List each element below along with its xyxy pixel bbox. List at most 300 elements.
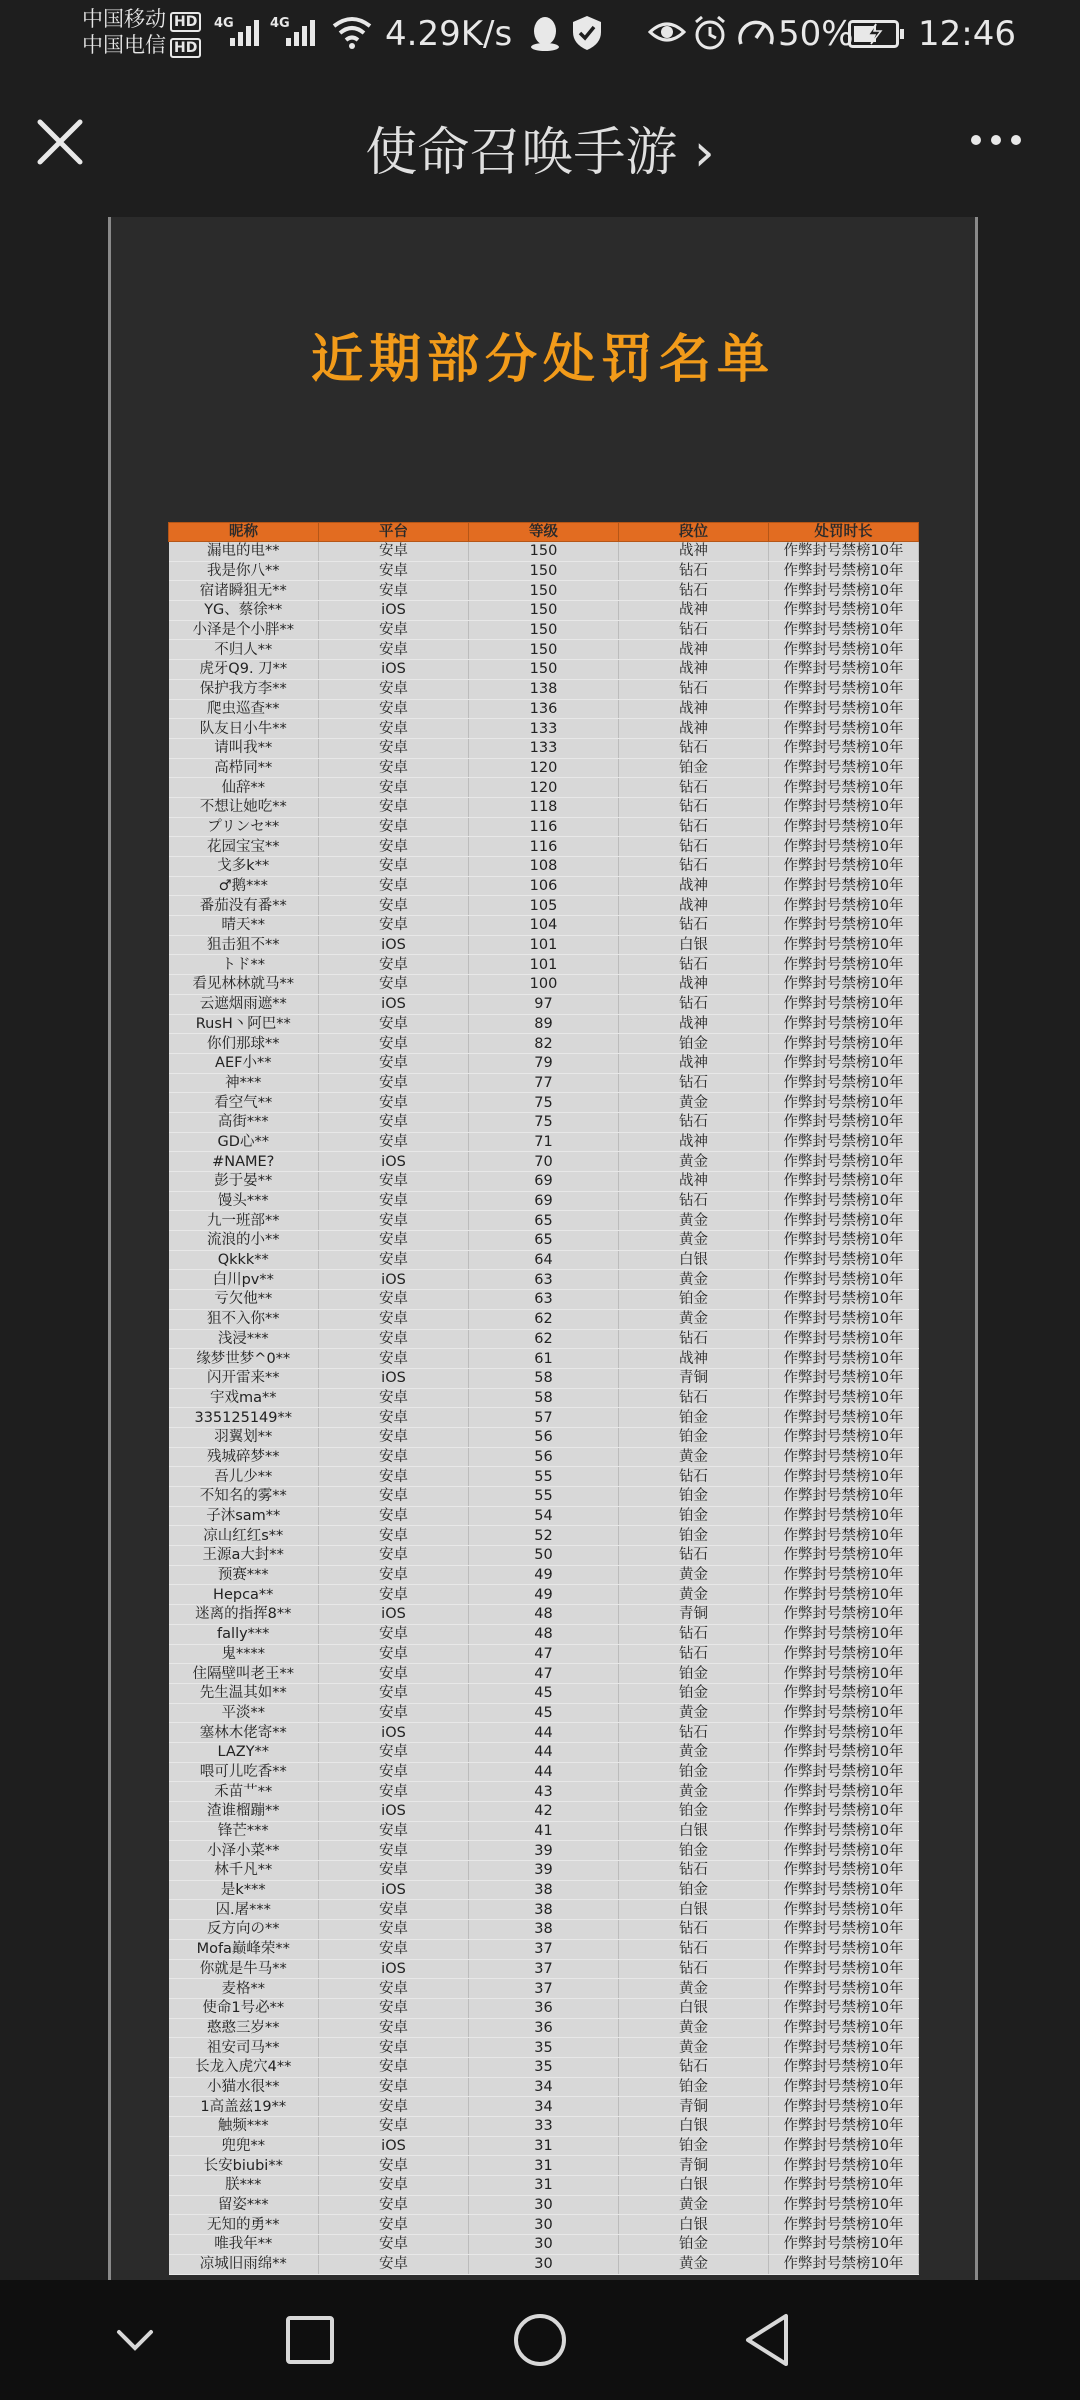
- cell-platform: 安卓: [319, 561, 469, 581]
- page-title[interactable]: 使命召唤手游 ›: [365, 123, 715, 183]
- cell-nickname: ♂鹅***: [169, 876, 319, 896]
- cell-platform: 安卓: [319, 1112, 469, 1132]
- cell-level: 47: [469, 1644, 619, 1664]
- punishment-heading: 近期部分处罚名单: [310, 330, 775, 390]
- shield-icon: [570, 14, 604, 52]
- cell-rank: 白银: [619, 2176, 769, 2196]
- cell-level: 37: [469, 1939, 619, 1959]
- cell-rank: 铂金: [619, 1880, 769, 1900]
- cell-platform: 安卓: [319, 1821, 469, 1841]
- network-speed: 4.29K/s: [385, 14, 513, 54]
- table-row: [169, 1664, 919, 1684]
- cell-level: 101: [469, 955, 619, 975]
- cell-penalty: 作弊封号禁榜10年: [769, 1309, 919, 1329]
- cell-level: 42: [469, 1802, 619, 1822]
- cell-platform: 安卓: [319, 778, 469, 798]
- cell-rank: 黄金: [619, 1231, 769, 1251]
- cell-rank: 铂金: [619, 1762, 769, 1782]
- cell-platform: 安卓: [319, 1093, 469, 1113]
- cell-platform: 安卓: [319, 1920, 469, 1940]
- cell-rank: 白银: [619, 935, 769, 955]
- cell-rank: 钻石: [619, 1644, 769, 1664]
- cell-nickname: 羽翼划**: [169, 1427, 319, 1447]
- cell-nickname: 使命1号必**: [169, 1998, 319, 2018]
- cell-rank: 钻石: [619, 679, 769, 699]
- table-row: [169, 1802, 919, 1822]
- cell-penalty: 作弊封号禁榜10年: [769, 1093, 919, 1113]
- cell-penalty: 作弊封号禁榜10年: [769, 1073, 919, 1093]
- cell-nickname: 番茄没有番**: [169, 896, 319, 916]
- cell-nickname: 残城碎梦**: [169, 1447, 319, 1467]
- table-row: [169, 1034, 919, 1054]
- cell-platform: 安卓: [319, 738, 469, 758]
- table-row: [169, 1073, 919, 1093]
- cell-nickname: 流浪的小**: [169, 1231, 319, 1251]
- cell-penalty: 作弊封号禁榜10年: [769, 1605, 919, 1625]
- table-row: [169, 679, 919, 699]
- cell-nickname: 看空气**: [169, 1093, 319, 1113]
- column-header-platform: 平台: [319, 523, 469, 542]
- cell-platform: 安卓: [319, 1841, 469, 1861]
- cell-nickname: 反方向の**: [169, 1920, 319, 1940]
- cell-platform: 安卓: [319, 640, 469, 660]
- cell-platform: 安卓: [319, 1900, 469, 1920]
- cell-rank: 钻石: [619, 916, 769, 936]
- cell-rank: 钻石: [619, 1920, 769, 1940]
- cell-platform: 安卓: [319, 1349, 469, 1369]
- cell-platform: 安卓: [319, 1861, 469, 1881]
- cell-penalty: 作弊封号禁榜10年: [769, 2215, 919, 2235]
- cell-penalty: 作弊封号禁榜10年: [769, 797, 919, 817]
- cell-penalty: 作弊封号禁榜10年: [769, 2254, 919, 2274]
- column-header-rank: 段位: [619, 523, 769, 542]
- cell-penalty: 作弊封号禁榜10年: [769, 2057, 919, 2077]
- cell-rank: 钻石: [619, 1112, 769, 1132]
- cell-nickname: 是k***: [169, 1880, 319, 1900]
- cell-nickname: 高街***: [169, 1112, 319, 1132]
- cell-platform: 安卓: [319, 1211, 469, 1231]
- cell-platform: 安卓: [319, 1742, 469, 1762]
- table-row: [169, 1152, 919, 1172]
- cell-nickname: 唯我年**: [169, 2235, 319, 2255]
- cell-platform: 安卓: [319, 955, 469, 975]
- cell-level: 120: [469, 778, 619, 798]
- more-options-icon[interactable]: [968, 130, 1024, 150]
- cell-level: 69: [469, 1191, 619, 1211]
- cell-rank: 钻石: [619, 561, 769, 581]
- cell-platform: iOS: [319, 1368, 469, 1388]
- table-row: [169, 2136, 919, 2156]
- cell-level: 49: [469, 1565, 619, 1585]
- carrier-2: 中国电信: [82, 33, 166, 57]
- cell-nickname: 塞林木佬寄**: [169, 1723, 319, 1743]
- cell-nickname: 不归人**: [169, 640, 319, 660]
- cell-level: 48: [469, 1624, 619, 1644]
- cell-platform: 安卓: [319, 857, 469, 877]
- table-row: [169, 955, 919, 975]
- cell-rank: 青铜: [619, 2097, 769, 2117]
- cell-nickname: 闪开雷来**: [169, 1368, 319, 1388]
- table-row: [169, 581, 919, 601]
- cell-level: 50: [469, 1546, 619, 1566]
- cell-rank: 白银: [619, 2117, 769, 2137]
- cell-level: 45: [469, 1703, 619, 1723]
- cell-platform: 安卓: [319, 2057, 469, 2077]
- cell-level: 31: [469, 2136, 619, 2156]
- cell-platform: 安卓: [319, 837, 469, 857]
- qq-icon: [528, 14, 562, 52]
- cell-nickname: RusH丶阿巴**: [169, 1014, 319, 1034]
- cell-nickname: 晴天**: [169, 916, 319, 936]
- cell-level: 150: [469, 660, 619, 680]
- cell-penalty: 作弊封号禁榜10年: [769, 2117, 919, 2137]
- cell-platform: 安卓: [319, 1427, 469, 1447]
- network-type-label: 4G: [214, 16, 234, 31]
- cell-platform: 安卓: [319, 1014, 469, 1034]
- cell-rank: 铂金: [619, 1408, 769, 1428]
- cell-nickname: 亏欠他**: [169, 1290, 319, 1310]
- cell-penalty: 作弊封号禁榜10年: [769, 1782, 919, 1802]
- cell-platform: 安卓: [319, 797, 469, 817]
- cell-level: 63: [469, 1270, 619, 1290]
- cell-nickname: 先生温其如**: [169, 1683, 319, 1703]
- table-row: [169, 660, 919, 680]
- eye-icon: [648, 14, 686, 50]
- cell-level: 56: [469, 1427, 619, 1447]
- cell-platform: 安卓: [319, 1231, 469, 1251]
- cell-platform: 安卓: [319, 1191, 469, 1211]
- cell-level: 116: [469, 837, 619, 857]
- cell-nickname: 触频***: [169, 2117, 319, 2137]
- cell-platform: 安卓: [319, 896, 469, 916]
- table-row: [169, 1585, 919, 1605]
- cell-level: 34: [469, 2077, 619, 2097]
- cell-penalty: 作弊封号禁榜10年: [769, 699, 919, 719]
- table-row: [169, 1211, 919, 1231]
- cell-nickname: 虎牙Q9. 刀**: [169, 660, 319, 680]
- cell-level: 150: [469, 561, 619, 581]
- cell-level: 133: [469, 719, 619, 739]
- table-row: [169, 2254, 919, 2274]
- table-row: [169, 1939, 919, 1959]
- cell-nickname: 白川pv**: [169, 1270, 319, 1290]
- cell-platform: 安卓: [319, 1034, 469, 1054]
- cell-nickname: 宇戏ma**: [169, 1388, 319, 1408]
- cell-platform: 安卓: [319, 1998, 469, 2018]
- cell-penalty: 作弊封号禁榜10年: [769, 1053, 919, 1073]
- wifi-icon: [332, 14, 372, 50]
- table-row: [169, 975, 919, 995]
- battery-percent: 50%: [778, 14, 854, 54]
- cell-penalty: 作弊封号禁榜10年: [769, 1112, 919, 1132]
- table-row: [169, 1172, 919, 1192]
- cell-rank: 钻石: [619, 1073, 769, 1093]
- cell-level: 58: [469, 1388, 619, 1408]
- table-row: [169, 1093, 919, 1113]
- cell-penalty: 作弊封号禁榜10年: [769, 640, 919, 660]
- cell-rank: 钻石: [619, 1959, 769, 1979]
- table-row: [169, 1979, 919, 1999]
- cell-nickname: 漏电的电**: [169, 542, 319, 562]
- table-row: [169, 2038, 919, 2058]
- cell-level: 118: [469, 797, 619, 817]
- cell-level: 35: [469, 2038, 619, 2058]
- cell-level: 116: [469, 817, 619, 837]
- cell-nickname: 小泽小菜**: [169, 1841, 319, 1861]
- cell-platform: 安卓: [319, 1250, 469, 1270]
- cell-level: 55: [469, 1467, 619, 1487]
- cell-platform: 安卓: [319, 2215, 469, 2235]
- cell-nickname: 335125149**: [169, 1408, 319, 1428]
- cell-platform: 安卓: [319, 719, 469, 739]
- cell-rank: 黄金: [619, 1093, 769, 1113]
- table-row: [169, 2195, 919, 2215]
- cell-rank: 黄金: [619, 2038, 769, 2058]
- cell-rank: 铂金: [619, 1664, 769, 1684]
- cell-penalty: 作弊封号禁榜10年: [769, 1408, 919, 1428]
- cell-penalty: 作弊封号禁榜10年: [769, 1152, 919, 1172]
- table-row: [169, 876, 919, 896]
- cell-nickname: 1高盖兹19**: [169, 2097, 319, 2117]
- cell-nickname: 留姿***: [169, 2195, 319, 2215]
- cell-level: 82: [469, 1034, 619, 1054]
- clock: 12:46: [918, 14, 1016, 54]
- cell-rank: 铂金: [619, 1506, 769, 1526]
- cell-rank: 钻石: [619, 994, 769, 1014]
- cell-level: 39: [469, 1841, 619, 1861]
- cell-penalty: 作弊封号禁榜10年: [769, 1723, 919, 1743]
- cell-nickname: 小猫水很**: [169, 2077, 319, 2097]
- table-row: [169, 797, 919, 817]
- cell-rank: 钻石: [619, 1191, 769, 1211]
- cell-platform: 安卓: [319, 876, 469, 896]
- table-row: [169, 1329, 919, 1349]
- table-row: [169, 1605, 919, 1625]
- cell-level: 33: [469, 2117, 619, 2137]
- cell-level: 44: [469, 1742, 619, 1762]
- cell-penalty: 作弊封号禁榜10年: [769, 817, 919, 837]
- cell-level: 63: [469, 1290, 619, 1310]
- cell-nickname: YG、蔡徐**: [169, 601, 319, 621]
- cell-penalty: 作弊封号禁榜10年: [769, 1349, 919, 1369]
- cell-level: 36: [469, 1998, 619, 2018]
- cell-rank: 黄金: [619, 1309, 769, 1329]
- cell-penalty: 作弊封号禁榜10年: [769, 1172, 919, 1192]
- cell-rank: 白银: [619, 2215, 769, 2235]
- cell-penalty: 作弊封号禁榜10年: [769, 660, 919, 680]
- cell-rank: 钻石: [619, 1624, 769, 1644]
- table-row: [169, 1053, 919, 1073]
- cell-rank: 黄金: [619, 1152, 769, 1172]
- cell-rank: 铂金: [619, 758, 769, 778]
- cell-rank: 战神: [619, 1349, 769, 1369]
- cell-rank: 战神: [619, 601, 769, 621]
- cell-penalty: 作弊封号禁榜10年: [769, 738, 919, 758]
- cell-penalty: 作弊封号禁榜10年: [769, 620, 919, 640]
- table-row: [169, 2057, 919, 2077]
- table-row: [169, 640, 919, 660]
- home-icon[interactable]: [510, 2310, 570, 2370]
- table-row: [169, 1683, 919, 1703]
- cell-level: 30: [469, 2195, 619, 2215]
- cell-level: 56: [469, 1447, 619, 1467]
- cell-rank: 战神: [619, 1053, 769, 1073]
- cell-penalty: 作弊封号禁榜10年: [769, 955, 919, 975]
- cell-platform: iOS: [319, 1959, 469, 1979]
- cell-penalty: 作弊封号禁榜10年: [769, 1644, 919, 1664]
- cell-level: 43: [469, 1782, 619, 1802]
- cell-penalty: 作弊封号禁榜10年: [769, 1034, 919, 1054]
- cell-penalty: 作弊封号禁榜10年: [769, 2077, 919, 2097]
- cell-nickname: プリンセ**: [169, 817, 319, 837]
- cell-level: 138: [469, 679, 619, 699]
- cell-penalty: 作弊封号禁榜10年: [769, 1585, 919, 1605]
- hide-nav-icon[interactable]: [105, 2310, 165, 2370]
- cell-rank: 铂金: [619, 1487, 769, 1507]
- table-row: [169, 2156, 919, 2176]
- cell-rank: 黄金: [619, 2018, 769, 2038]
- cell-penalty: 作弊封号禁榜10年: [769, 719, 919, 739]
- table-row: [169, 1408, 919, 1428]
- cell-platform: 安卓: [319, 2235, 469, 2255]
- cell-nickname: 看见林林就马**: [169, 975, 319, 995]
- cell-level: 150: [469, 601, 619, 621]
- cell-penalty: 作弊封号禁榜10年: [769, 1132, 919, 1152]
- cell-penalty: 作弊封号禁榜10年: [769, 2018, 919, 2038]
- cell-nickname: 九一班部**: [169, 1211, 319, 1231]
- cell-rank: 钻石: [619, 2057, 769, 2077]
- cell-platform: 安卓: [319, 1762, 469, 1782]
- network-type-label: 4G: [270, 16, 290, 31]
- cell-penalty: 作弊封号禁榜10年: [769, 561, 919, 581]
- table-row: [169, 1368, 919, 1388]
- cell-platform: iOS: [319, 660, 469, 680]
- table-row: [169, 699, 919, 719]
- cell-platform: 安卓: [319, 916, 469, 936]
- cell-platform: iOS: [319, 1723, 469, 1743]
- cell-penalty: 作弊封号禁榜10年: [769, 679, 919, 699]
- cell-rank: 战神: [619, 699, 769, 719]
- table-row: [169, 1231, 919, 1251]
- cell-nickname: 凉城旧雨绵**: [169, 2254, 319, 2274]
- cell-penalty: 作弊封号禁榜10年: [769, 1880, 919, 1900]
- cell-platform: 安卓: [319, 2077, 469, 2097]
- cell-level: 30: [469, 2235, 619, 2255]
- table-row: [169, 2077, 919, 2097]
- cell-platform: 安卓: [319, 2117, 469, 2137]
- cell-level: 47: [469, 1664, 619, 1684]
- table-header-row: [169, 523, 919, 542]
- signal-icon: [230, 18, 259, 46]
- cell-platform: 安卓: [319, 2156, 469, 2176]
- table-row: [169, 1782, 919, 1802]
- table-row: [169, 1467, 919, 1487]
- cell-penalty: 作弊封号禁榜10年: [769, 601, 919, 621]
- cell-rank: 战神: [619, 719, 769, 739]
- cell-penalty: 作弊封号禁榜10年: [769, 1703, 919, 1723]
- cell-rank: 黄金: [619, 1585, 769, 1605]
- cell-nickname: 戈多k**: [169, 857, 319, 877]
- cell-rank: 钻石: [619, 620, 769, 640]
- cell-level: 61: [469, 1349, 619, 1369]
- cell-level: 37: [469, 1959, 619, 1979]
- cell-rank: 铂金: [619, 1034, 769, 1054]
- cell-nickname: 长安biubi**: [169, 2156, 319, 2176]
- cell-level: 38: [469, 1920, 619, 1940]
- cell-penalty: 作弊封号禁榜10年: [769, 778, 919, 798]
- cell-penalty: 作弊封号禁榜10年: [769, 1762, 919, 1782]
- cell-rank: 铂金: [619, 2136, 769, 2156]
- cell-level: 58: [469, 1368, 619, 1388]
- cell-nickname: 王源a大封**: [169, 1546, 319, 1566]
- back-icon[interactable]: [738, 2310, 798, 2370]
- carrier-1: 中国移动: [82, 7, 166, 31]
- cell-level: 65: [469, 1211, 619, 1231]
- cell-penalty: 作弊封号禁榜10年: [769, 1250, 919, 1270]
- cell-rank: 黄金: [619, 1211, 769, 1231]
- cell-penalty: 作弊封号禁榜10年: [769, 837, 919, 857]
- cell-platform: 安卓: [319, 2254, 469, 2274]
- cell-penalty: 作弊封号禁榜10年: [769, 1290, 919, 1310]
- cell-penalty: 作弊封号禁榜10年: [769, 1546, 919, 1566]
- cell-rank: 钻石: [619, 857, 769, 877]
- cell-nickname: LAZY**: [169, 1742, 319, 1762]
- punishment-image-content: [123, 217, 963, 2280]
- table-row: [169, 1526, 919, 1546]
- cell-nickname: 我是你八**: [169, 561, 319, 581]
- cell-penalty: 作弊封号禁榜10年: [769, 857, 919, 877]
- table-row: [169, 896, 919, 916]
- table-row: [169, 1250, 919, 1270]
- cell-penalty: 作弊封号禁榜10年: [769, 1683, 919, 1703]
- cell-level: 70: [469, 1152, 619, 1172]
- table-row: [169, 1841, 919, 1861]
- recents-icon[interactable]: [280, 2310, 340, 2370]
- table-row: [169, 2176, 919, 2196]
- cell-nickname: 不想让她吃**: [169, 797, 319, 817]
- cell-level: 101: [469, 935, 619, 955]
- alarm-icon: [692, 14, 728, 52]
- cell-level: 62: [469, 1329, 619, 1349]
- cell-platform: 安卓: [319, 2018, 469, 2038]
- cell-rank: 钻石: [619, 1939, 769, 1959]
- cell-level: 57: [469, 1408, 619, 1428]
- table-row: [169, 601, 919, 621]
- cell-platform: 安卓: [319, 975, 469, 995]
- table-row: [169, 1506, 919, 1526]
- table-row: [169, 719, 919, 739]
- cell-nickname: 渣谁榴蹦**: [169, 1802, 319, 1822]
- cell-nickname: 囚.屠***: [169, 1900, 319, 1920]
- table-row: [169, 1998, 919, 2018]
- cell-penalty: 作弊封号禁榜10年: [769, 2195, 919, 2215]
- cell-rank: 黄金: [619, 1565, 769, 1585]
- cell-rank: 白银: [619, 1900, 769, 1920]
- cell-level: 89: [469, 1014, 619, 1034]
- table-row: [169, 778, 919, 798]
- app-header: [0, 70, 1080, 220]
- cell-level: 108: [469, 857, 619, 877]
- table-row: [169, 1959, 919, 1979]
- table-row: [169, 1821, 919, 1841]
- cell-nickname: 仙辞**: [169, 778, 319, 798]
- column-header-nickname: 昵称: [169, 523, 319, 542]
- cell-nickname: 麦格**: [169, 1979, 319, 1999]
- cell-nickname: 无知的勇**: [169, 2215, 319, 2235]
- table-row: [169, 1762, 919, 1782]
- cell-rank: 战神: [619, 876, 769, 896]
- hd-badge: HD: [170, 38, 201, 58]
